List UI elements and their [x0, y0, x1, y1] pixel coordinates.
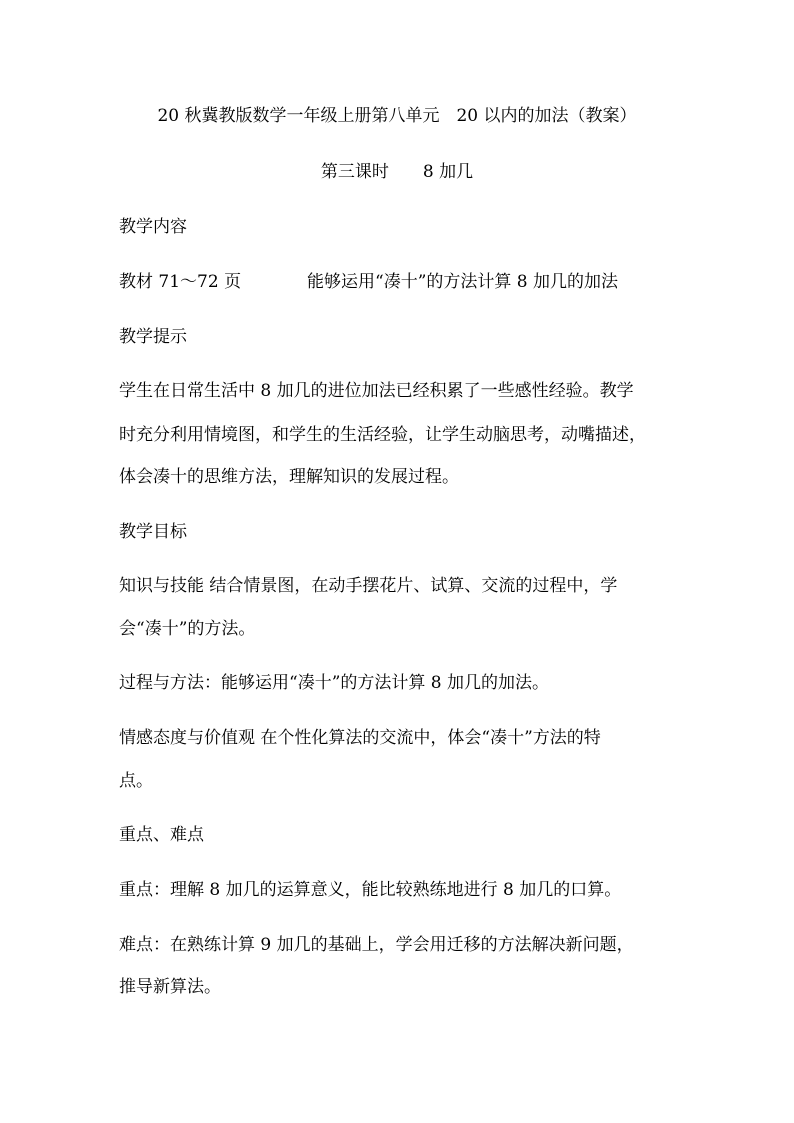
- section-heading-content: 教学内容: [119, 217, 187, 237]
- hints-line-2: 时充分利用情境图，和学生的生活经验，让学生动脑思考，动嘴描述，: [119, 425, 646, 445]
- key-points-line-1: 重点：理解 8 加几的运算意义，能比较熟练地进行 8 加几的口算。: [119, 880, 622, 900]
- hints-line-3: 体会凑十的思维方法，理解知识的发展过程。: [119, 467, 459, 487]
- goals-line-5: 点。: [119, 771, 153, 791]
- goals-line-3: 过程与方法：能够运用“凑十”的方法计算 8 加几的加法。: [119, 673, 550, 693]
- goals-line-4: 情感态度与价值观 在个性化算法的交流中，体会“凑十”方法的特: [119, 728, 601, 748]
- key-points-line-3: 推导新算法。: [119, 977, 221, 997]
- goals-line-2: 会“凑十”的方法。: [119, 619, 256, 639]
- section-heading-key-points: 重点、难点: [119, 825, 204, 845]
- document-title: 20 秋冀教版数学一年级上册第八单元 20 以内的加法（教案）: [157, 106, 637, 126]
- key-points-line-2: 难点：在熟练计算 9 加几的基础上，学会用迁移的方法解决新问题，: [119, 935, 634, 955]
- content-text: 能够运用“凑十”的方法计算 8 加几的加法: [307, 272, 619, 292]
- content-pages: 教材 71～72 页: [119, 272, 242, 292]
- goals-line-1: 知识与技能 结合情景图，在动手摆花片、试算、交流的过程中，学: [119, 576, 618, 596]
- section-heading-goals: 教学目标: [119, 522, 187, 542]
- section-heading-hints: 教学提示: [119, 327, 187, 347]
- hints-line-1: 学生在日常生活中 8 加几的进位加法已经积累了一些感性经验。教学: [119, 381, 634, 401]
- document-subtitle: 第三课时 8 加几: [320, 162, 474, 182]
